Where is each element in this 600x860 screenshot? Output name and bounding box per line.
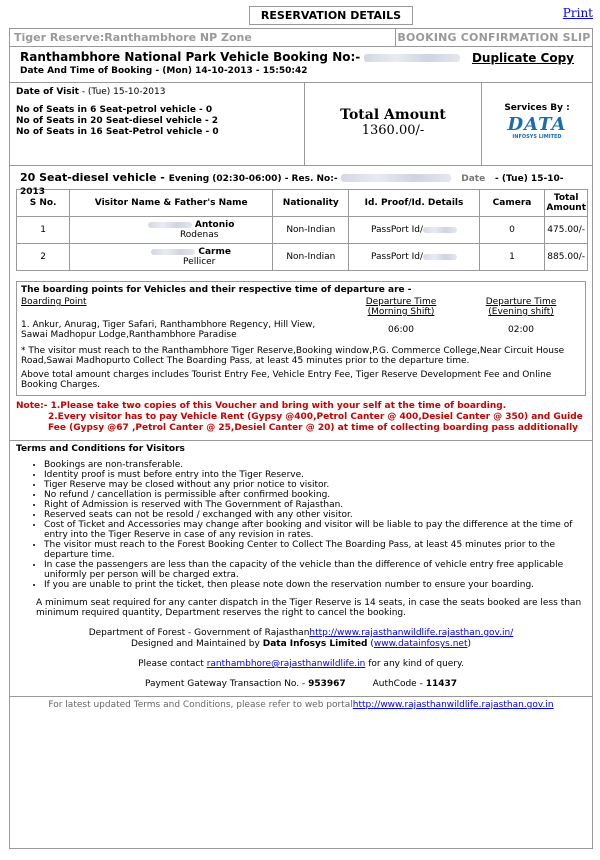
visit-date-label: Date of Visit [16,87,79,97]
list-item: • Reserved seats can not be resold / exchanged with any other visitor. [44,510,586,520]
latest-terms-link[interactable]: http://www.rajasthanwildlife.rajasthan.gov.in [352,700,554,710]
row-visitor: Antonio Rodenas [70,217,273,244]
redacted-id [423,227,457,233]
transaction-no: 953967 [308,679,346,689]
evening-header: Departure Time (Evening shift) [485,297,557,317]
slip-frame [9,28,593,849]
row-camera: 1 [479,244,545,271]
charges-note: Above total amount charges includes Tourist Entry Fee, Vehicle Entry Fee, Tiger Reserve Development Fee and Online Booking Charges. [21,370,552,390]
boarding-point: 1. Ankur, Anurag, Tiger Safari, Ranthambhore Regency, Hill View, Sawai Madhopur Lodge,Ranthambhore Paradise [21,320,316,340]
slip-label: BOOKING CONFIRMATION SLIP [397,31,591,44]
col-camera: Camera [479,190,545,217]
vehicle-date-label: Date [461,174,486,184]
payment-line: Payment Gateway Transaction No. - 953967 AuthCode - 11437 [144,679,458,689]
row-camera: 0 [479,217,545,244]
redacted-name [148,222,192,228]
list-item: • Bookings are non-transferable. [44,460,586,470]
booking-datetime: Date And Time of Booking - (Mon) 14-10-2013 - 15:50:42 [20,66,308,76]
total-amount-value: 1360.00/- [361,123,425,138]
list-item: • Cost of Ticket and Accessories may change after booking and visitor will be liable to pay the difference at the time of entry into the Tiger Reserve in case of any revision in rates. [44,520,586,540]
evening-time: 02:00 [508,325,534,335]
booking-title: Ranthambhore National Park Vehicle Booking No:- [20,50,584,64]
company-link[interactable]: www.datainfosys.net [373,639,468,649]
morning-time: 06:00 [388,325,414,335]
visit-date-value: - (Tue) 15-10-2013 [78,87,166,97]
list-item: • Right of Admission is reserved with The Government of Rajasthan. [44,500,586,510]
row-id: PassPort Id/ [349,244,479,271]
list-item: • In case the passengers are less than the capacity of the vehicle than the difference of vehicle entry free applicable uniformly per person will be charged extra. [44,560,586,580]
title-bar [9,6,593,24]
vehicle-line [10,166,592,197]
note-line-1: Note:- 1.Please take two copies of this Voucher and bring with your self at the time of boarding. [16,401,507,411]
department-line: Department of Forest - Government of Rajasthanhttp://www.rajasthanwildlife.rajasthan.gov.in/ [88,628,514,638]
latest-terms-line: For latest updated Terms and Conditions, please refer to web portalhttp://www.rajasthanwildlife.rajasthan.gov.in [10,696,592,714]
terms-title: Terms and Conditions for Visitors [16,444,185,454]
reservation-page [9,6,593,849]
list-item: • The visitor must reach to the Forest Booking Center to Collect The Boarding Pass, at least 45 minutes prior to the departure time. [44,540,586,560]
duplicate-copy-label: Duplicate Copy [471,51,574,65]
contact-email-link[interactable]: ranthambhore@rajasthanwildlife.in [206,659,366,669]
booking-header [10,47,592,83]
visit-info [10,83,592,166]
seat-counts [16,105,298,138]
row-id: PassPort Id/ [349,217,479,244]
terms-list [16,460,586,590]
col-total: Total Amount [545,190,588,217]
print-link[interactable]: Print [562,6,593,20]
list-item: • Tiger Reserve may be closed without any prior notice to visitor. [44,480,586,490]
row-sno: 1 [17,217,70,244]
designed-line: Designed and Maintained by Data Infosys Limited (www.datainfosys.net) [130,639,471,649]
table-row [17,244,588,271]
boarding-title: The boarding points for Vehicles and their respective time of departure are - [21,285,412,295]
min-seat-note: A minimum seat required for any canter dispatch in the Tiger Reserve is 14 seats, in case the seats booked are less than minimum required quantity, Department reserves the right to cancel the booking. [36,598,582,618]
redacted-name [151,249,195,255]
total-amount-label: Total Amount [340,107,446,123]
visitor-table [16,189,588,271]
auth-code: 11437 [425,679,458,689]
list-item: • Identity proof is must before entry into the Tiger Reserve. [44,470,586,480]
boarding-note: * The visitor must reach to the Ranthambhore Tiger Reserve,Booking window,P.G. Commerce College,Near Circuit House Road,Sawai Madhopurto Collect The Boarding Pass, at least 45 minutes prior to the departure time. [21,346,565,366]
seat-count-16: No of Seats in 16 Seat-Petrol vehicle - 0 [16,127,219,137]
boarding-point-header: Boarding Point [21,297,87,307]
logo-subtext: INFOSYS LIMITED [512,134,562,140]
table-row [17,217,588,244]
boarding-header-row [21,297,581,317]
col-sno: S No. [17,190,70,217]
boarding-points [16,281,586,396]
boarding-row [21,320,581,340]
services-label: Services By : [504,103,570,113]
col-id-proof: Id. Proof/Id. Details [349,190,479,217]
row-sno: 2 [17,244,70,271]
contact-line: Please contact ranthambhore@rajasthanwildlife.in for any kind of query. [138,659,464,669]
redacted-res-no [341,174,451,182]
seat-count-6: No of Seats in 6 Seat-petrol vehicle - 0 [16,105,213,115]
row-nationality: Non-Indian [273,217,349,244]
row-visitor: Carme Pellicer [70,244,273,271]
row-amount: 475.00/- [545,217,588,244]
row-nationality: Non-Indian [273,244,349,271]
note-block [10,396,592,434]
note-line-2: 2.Every visitor has to pay Vehicle Rent (Gypsy @400,Petrol Canter @ 400,Desiel Canter @ 350) and Guide Fee (Gypsy @67 ,Petrol Canter @ 25,Desiel Canter @ 20) at time of collecting boarding pass additionally [48,412,583,433]
list-item: • If you are unable to print the ticket, then please note down the reservation number to ensure your boarding. [44,580,586,590]
zone-label: Tiger Reserve:Ranthambhore NP Zone [10,29,396,46]
vehicle-name: 20 Seat-diesel vehicle - [20,171,165,184]
visit-details [10,83,305,165]
redacted-id [423,254,457,260]
blank-area [10,714,592,848]
zone-bar [10,29,592,47]
vehicle-date-value: - (Tue) 15-10-2013 [20,174,564,197]
seat-count-20: No of Seats in 20 Seat-diesel vehicle - 2 [16,116,219,126]
list-item: • No refund / cancellation is permissible after confirmed booking. [44,490,586,500]
data-infosys-logo [507,116,567,140]
row-amount: 885.00/- [545,244,588,271]
vehicle-shift: Evening (02:30-06:00) - Res. No:- [168,174,338,184]
col-visitor: Visitor Name & Father's Name [70,190,273,217]
morning-header: Departure Time (Morning Shift) [365,297,437,317]
logo-text: DATA [507,114,567,135]
redacted-booking-no [364,54,460,62]
col-nationality: Nationality [273,190,349,217]
visitor-table-header [17,190,588,217]
total-amount-cell [305,83,482,165]
terms-section [10,440,592,696]
services-cell [482,83,592,165]
page-title: RESERVATION DETAILS [249,6,413,25]
department-link[interactable]: http://www.rajasthanwildlife.rajasthan.gov.in/ [309,628,514,638]
